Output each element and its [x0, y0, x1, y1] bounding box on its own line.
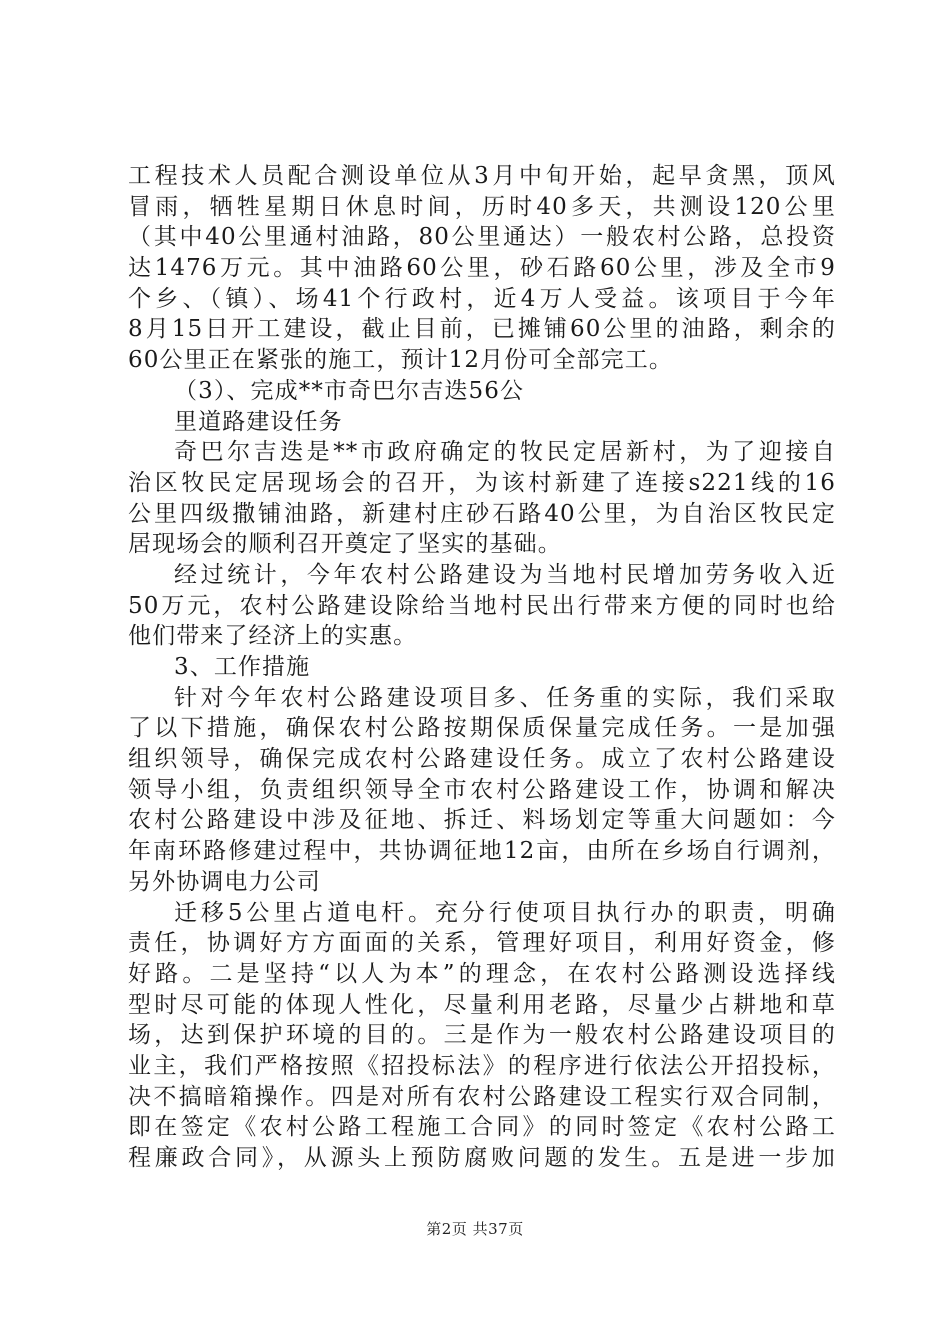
- text-line: 达1476万元。其中油路60公里，砂石路60公里，涉及全市9: [128, 255, 836, 282]
- paragraph-first-line: 经过统计，今年农村公路建设为当地村民增加劳务收入近: [174, 561, 836, 588]
- text-line: 年南环路修建过程中，共协调征地12亩，由所在乡场自行调剂，: [128, 838, 836, 865]
- page-label-middle: 页 共: [451, 1220, 489, 1238]
- current-page-number: 2: [441, 1220, 452, 1238]
- section-heading: 里道路建设任务: [174, 408, 343, 435]
- page-label-prefix: 第: [426, 1220, 442, 1238]
- paragraph-first-line: 针对今年农村公路建设项目多、任务重的实际，我们采取: [174, 684, 836, 711]
- text-line: 领导小组，负责组织领导全市农村公路建设工作，协调和解决: [128, 776, 836, 803]
- text-line: 8月15日开工建设，截止目前，已摊铺60公里的油路，剩余的: [128, 316, 836, 343]
- section-heading: （3）、完成**市奇巴尔吉迭56公: [174, 377, 525, 404]
- text-line: 决不搞暗箱操作。四是对所有农村公路建设工程实行双合同制，: [128, 1083, 836, 1110]
- page-footer: [0, 1219, 950, 1239]
- text-line: 工程技术人员配合测设单位从3月中旬开始，起早贪黑，顶风: [128, 163, 836, 189]
- text-line: 公里四级撒铺油路，新建村庄砂石路40公里，为自治区牧民定: [128, 500, 836, 527]
- text-line: 50万元，农村公路建设除给当地村民出行带来方便的同时也给: [128, 592, 836, 619]
- document-body: [128, 161, 836, 1174]
- text-line: 居现场会的顺利召开奠定了坚实的基础。: [128, 531, 562, 558]
- paragraph-first-line: 奇巴尔吉迭是**市政府确定的牧民定居新村，为了迎接自: [174, 439, 836, 466]
- total-pages-number: 37: [488, 1220, 509, 1238]
- text-line: 即在签定《农村公路工程施工合同》的同时签定《农村公路工: [128, 1114, 836, 1141]
- text-line: 个乡、（镇）、场41个行政村，近4万人受益。该项目于今年: [128, 285, 836, 312]
- text-line: 农村公路建设中涉及征地、拆迁、料场划定等重大问题如：今: [128, 807, 836, 834]
- section-heading: 3、工作措施: [174, 654, 311, 680]
- text-line: 型时尽可能的体现人性化，尽量利用老路，尽量少占耕地和草: [128, 991, 836, 1018]
- text-line: 治区牧民定居现场会的召开，为该村新建了连接s221线的16: [128, 469, 836, 496]
- paragraph-first-line: 迁移5公里占道电杆。充分行使项目执行办的职责，明确: [174, 899, 836, 926]
- text-line: 另外协调电力公司: [128, 868, 321, 895]
- text-line: 60公里正在紧张的施工，预计12月份可全部完工。: [128, 347, 673, 374]
- text-line: 好路。二是坚持“以人为本”的理念，在农村公路测设选择线: [128, 960, 836, 987]
- text-line: 冒雨，牺牲星期日休息时间，历时40多天，共测设120公里: [128, 193, 836, 220]
- text-line: 组织领导，确保完成农村公路建设任务。成立了农村公路建设: [128, 746, 836, 773]
- text-line: 责任，协调好方方面面的关系，管理好项目，利用好资金，修: [128, 930, 836, 957]
- text-line: （其中40公里通村油路，80公里通达）一般农村公路，总投资: [128, 224, 836, 251]
- text-line: 场，达到保护环境的目的。三是作为一般农村公路建设项目的: [128, 1022, 836, 1049]
- text-line: 他们带来了经济上的实惠。: [128, 623, 418, 650]
- text-line: 了以下措施，确保农村公路按期保质保量完成任务。一是加强: [128, 715, 836, 742]
- page-label-suffix: 页: [508, 1220, 524, 1238]
- text-line: 业主，我们严格按照《招投标法》的程序进行依法公开招投标，: [128, 1052, 836, 1079]
- text-line: 程廉政合同》，从源头上预防腐败问题的发生。五是进一步加: [128, 1145, 836, 1171]
